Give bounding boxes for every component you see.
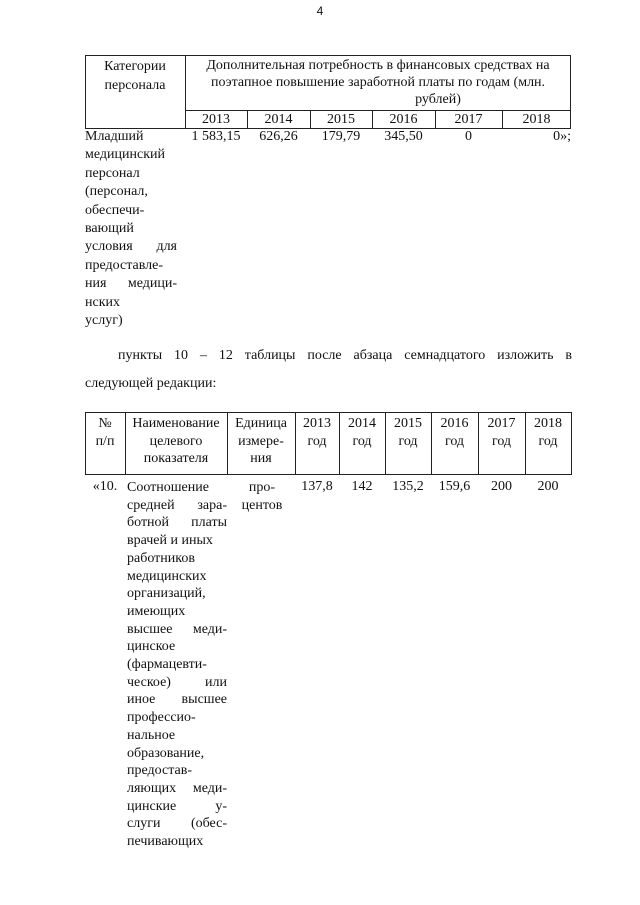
row-number: «10. xyxy=(92,479,118,494)
year-header: 2015 xyxy=(327,112,355,127)
value-cell: 200 xyxy=(537,479,559,494)
funding-need-header: Дополнительная потребность в финансовых средствах на поэтапное повышение заработной платы по годам (млн. рублей) xyxy=(206,58,550,107)
personnel-funding-table xyxy=(85,55,571,329)
year-header: 2015 год xyxy=(394,416,422,449)
number-header: № п/п xyxy=(95,416,115,449)
year-header: 2017 xyxy=(454,112,483,127)
instruction-paragraph: пункты 10 – 12 таблицы после абзаца семнадцатого изложить в xyxy=(118,348,572,363)
year-header: 2013 год xyxy=(303,416,331,449)
value-cell: 179,79 xyxy=(321,129,361,144)
value-cell: 142 xyxy=(351,479,373,494)
category-header: Категории персонала xyxy=(104,59,166,93)
year-header: 2014 год xyxy=(348,416,376,449)
value-cell: 135,2 xyxy=(392,479,424,494)
instruction-paragraph-continuation: следующей редакции: xyxy=(85,376,217,391)
year-header: 2016 год xyxy=(440,416,469,449)
year-header: 2016 xyxy=(389,112,418,127)
value-cell: 1 583,15 xyxy=(191,129,241,144)
value-cell: 626,26 xyxy=(259,129,298,144)
year-header: 2013 xyxy=(202,112,230,127)
year-header: 2017 год xyxy=(487,416,516,449)
year-header: 2014 xyxy=(264,112,293,127)
value-cell: 0»; xyxy=(553,129,571,144)
table-header xyxy=(85,55,571,129)
year-header: 2018 xyxy=(522,112,551,127)
value-cell: 159,6 xyxy=(438,479,471,494)
personnel-category-label: Младший медицинский персонал (персонал, обеспечи- вающий условия для предоставле- ния медици- нских услуг) xyxy=(85,129,177,329)
year-header: 2018 год xyxy=(534,416,562,449)
value-cell: 200 xyxy=(491,479,512,494)
unit-header: Единица измере- ния xyxy=(235,416,287,466)
unit-cell: про- центов xyxy=(241,480,283,513)
value-cell: 0 xyxy=(465,129,472,144)
indicator-name: Соотношение средней зара- ботной платы врачей и иных работников медицинских организаций, имеющих высшее меди- цинское (фармацевти- ческое) или иное высшее профессио- нальное образование, предостав- ляющих меди- цинские у- слуги (обес- печивающих xyxy=(127,480,227,850)
value-cell: 137,8 xyxy=(301,479,333,494)
page-number: 4 xyxy=(316,4,324,18)
indicator-name-header: Наименование целевого показателя xyxy=(132,416,220,466)
value-cell: 345,50 xyxy=(384,129,423,144)
